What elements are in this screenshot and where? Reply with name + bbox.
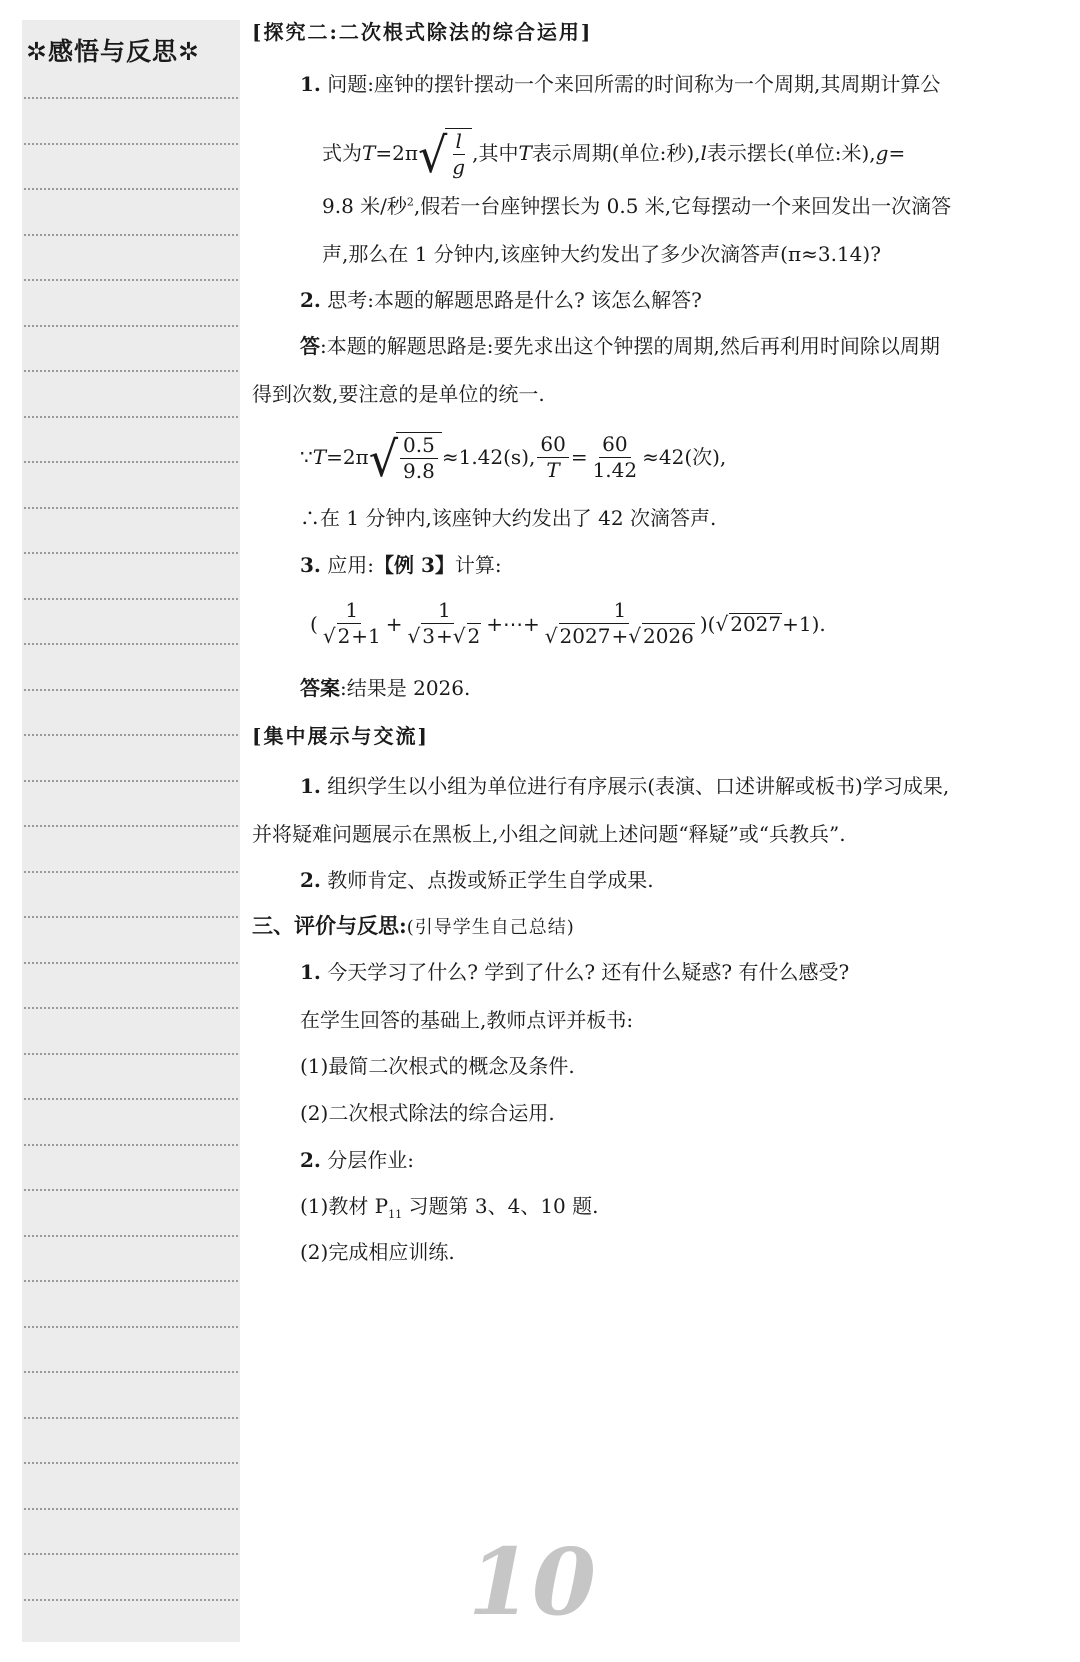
question-1-line-4: 声,那么在 1 分钟内,该座钟大约发出了多少次滴答声(π≈3.14)? (322, 242, 881, 266)
showcase-item-1-line-1 (300, 776, 949, 796)
sidebar-dotted-line (24, 416, 238, 418)
formula-l-2: l (700, 141, 707, 165)
sidebar-dotted-line (24, 552, 238, 554)
calc-frac-2 (537, 431, 568, 482)
sidebar-dotted-line (24, 279, 238, 281)
sidebar-dotted-line (24, 643, 238, 645)
homework-heading (300, 1150, 414, 1170)
question-3-text-b: 计算: (454, 553, 502, 577)
formula-text-b: ,其中 (472, 141, 519, 165)
sidebar-dotted-line (24, 143, 238, 145)
evaluation-1-text: 今天学习了什么? 学到了什么? 还有什么疑惑? 有什么感受? (320, 960, 850, 984)
formula-eq: =2π (375, 141, 418, 165)
sidebar-dotted-line (24, 1508, 238, 1510)
expr-plus: + (385, 611, 403, 636)
calc-num-1: 0.5 (400, 435, 438, 459)
sidebar-dotted-line (24, 1235, 238, 1237)
formula-text-d: 表示摆长(单位:米), (706, 141, 876, 165)
question-2-number: 2. (300, 288, 321, 312)
homework-1-subscript: 11 (388, 1208, 403, 1221)
formula-T: T (362, 141, 376, 165)
sidebar-dotted-line (24, 234, 238, 236)
question-2 (300, 290, 702, 310)
sidebar-dotted-line (24, 598, 238, 600)
showcase-1-number: 1. (300, 774, 321, 798)
question-1-line-1 (300, 74, 940, 94)
calc-den-3: 1.42 (592, 457, 638, 482)
reflection-sidebar (22, 20, 240, 1642)
sidebar-dotted-line (24, 780, 238, 782)
q1-line3-a: 9.8 米/秒 (322, 194, 407, 218)
expr-sqrt3: 3 (422, 624, 436, 648)
main-content (252, 0, 1060, 1662)
question-3-text-a: 应用: (320, 553, 374, 577)
showcase-item-1-line-2: 并将疑难问题展示在黑板上,小组之间就上述问题“释疑”或“兵教兵”. (252, 822, 846, 846)
section-heading-showcase: [集中展示与交流] (252, 724, 429, 748)
sidebar-dotted-line (24, 825, 238, 827)
expr-close: )( (699, 611, 716, 636)
sidebar-dotted-line (24, 734, 238, 736)
evaluation-heading: 三、评价与反思: (252, 913, 407, 938)
answer-line-1 (300, 336, 940, 356)
calc-approx-1: ≈1.42(s), (441, 445, 536, 469)
result-label: 答案 (300, 676, 340, 700)
expr-sqrt2: 2 (337, 624, 351, 648)
sidebar-dotted-line (24, 962, 238, 964)
sidebar-dotted-line (24, 325, 238, 327)
formula-T-2: T (518, 141, 532, 165)
expr-term-n: $\frac{1}{√ 2027+√ 2026}$ (544, 598, 694, 648)
calc-T: T (312, 445, 327, 469)
homework-text: 分层作业: (320, 1148, 414, 1172)
sidebar-dotted-line (24, 1599, 238, 1601)
q1-line3-b: ,假若一台座钟摆长为 0.5 米,它每摆动一个来回发出一次滴答 (413, 194, 952, 218)
sidebar-dotted-line (24, 1417, 238, 1419)
sidebar-dotted-line (24, 871, 238, 873)
sidebar-dotted-line (24, 1007, 238, 1009)
example-3-expression: ( $\frac{1}{√ 2+1}$ + $\frac{1}{√ 3+√ 2}$ +⋯+ $\frac{1}{√ 2027+√ 2026}$ )( √ 2027 +1). (310, 598, 826, 648)
sidebar-dotted-line (24, 1371, 238, 1373)
sidebar-dotted-line (24, 1553, 238, 1555)
sidebar-dotted-line (24, 188, 238, 190)
expr-plus-1: +1 (351, 624, 381, 648)
sidebar-dotted-line (24, 1053, 238, 1055)
sidebar-title: ✲感悟与反思✲ (26, 37, 200, 66)
evaluation-item-1 (300, 962, 849, 982)
showcase-item-2 (300, 870, 654, 890)
sidebar-dotted-line (24, 370, 238, 372)
evaluation-1-number: 1. (300, 960, 321, 984)
formula-text-e: = (888, 141, 906, 165)
homework-item-2: (2)完成相应训练. (300, 1240, 455, 1264)
conclusion: ∴在 1 分钟内,该座钟大约发出了 42 次滴答声. (300, 506, 717, 530)
sidebar-dotted-line (24, 1280, 238, 1282)
summary-item-2: (2)二次根式除法的综合运用. (300, 1101, 555, 1125)
question-3-number: 3. (300, 553, 321, 577)
calc-den-1: 9.8 (403, 459, 435, 483)
formula-intro: 式为 (322, 141, 362, 165)
expr-plus-2: + (436, 624, 453, 648)
sidebar-dotted-line (24, 1326, 238, 1328)
question-1-text-1: 问题:座钟的摆针摆动一个来回所需的时间称为一个周期,其周期计算公 (320, 72, 941, 96)
example-3-label: 【例 3】 (374, 553, 455, 577)
answer-text-1: :本题的解题思路是:要先求出这个钟摆的周期,然后再利用时间除以周期 (320, 334, 940, 358)
expr-term-1: $\frac{1}{√ 2+1}$ (322, 598, 381, 648)
calc-eq-2: = (570, 445, 588, 469)
summary-item-1: (1)最简二次根式的概念及条件. (300, 1054, 575, 1078)
sidebar-dotted-line (24, 97, 238, 99)
sidebar-dotted-line (24, 1098, 238, 1100)
expr-sqrt2-b: 2 (467, 624, 481, 648)
sidebar-dotted-line (24, 507, 238, 509)
sidebar-dotted-line (24, 1144, 238, 1146)
result-text: :结果是 2026. (340, 676, 471, 700)
calc-sqrt: √ $\frac{0.5}{9.8}$ (369, 432, 442, 482)
expr-term-2: $\frac{1}{√ 3+√ 2}$ (407, 598, 481, 648)
question-2-text: 思考:本题的解题思路是什么? 该怎么解答? (320, 288, 702, 312)
evaluation-note: 在学生回答的基础上,教师点评并板书: (300, 1008, 634, 1032)
sidebar-dotted-line (24, 1189, 238, 1191)
calc-eq-1: =2π (326, 445, 369, 469)
homework-item-1 (300, 1196, 598, 1220)
calculation-line (300, 430, 727, 488)
q1-superscript: 2 (406, 195, 414, 209)
expr-term-n-num: 1 (610, 600, 629, 624)
question-3 (300, 555, 502, 575)
section-heading-evaluation (252, 915, 575, 937)
formula-g-2: g (875, 141, 889, 165)
expr-term-1-num: 1 (342, 600, 361, 624)
question-1-line-3 (322, 196, 951, 216)
expr-sqrt2027-b: 2027 (730, 612, 782, 636)
expr-plus-3: + (611, 624, 629, 648)
answer-label: 答 (300, 334, 320, 358)
calc-num-2: 60 (537, 434, 568, 458)
showcase-2-text: 教师肯定、点拨或矫正学生自学成果. (320, 868, 654, 892)
sidebar-dotted-line (24, 461, 238, 463)
page-number: 10 (468, 1528, 597, 1636)
expr-term-2-num: 1 (435, 600, 454, 624)
expr-sqrt2027: 2027 (559, 624, 611, 648)
answer-line-2: 得到次数,要注意的是单位的统一. (252, 382, 545, 406)
section-heading-explore-2: [探究二:二次根式除法的综合运用] (252, 20, 593, 44)
showcase-1-text: 组织学生以小组为单位进行有序展示(表演、口述讲解或板书)学习成果, (320, 774, 950, 798)
sidebar-dotted-line (24, 689, 238, 691)
expr-sqrt2026: 2026 (642, 624, 694, 648)
showcase-2-number: 2. (300, 868, 321, 892)
question-1-line-2 (322, 126, 906, 184)
expr-end: +1). (782, 611, 826, 636)
sidebar-dotted-line (24, 916, 238, 918)
answer-result (300, 678, 470, 698)
calc-frac-3 (590, 431, 641, 482)
calc-num-3: 60 (599, 434, 630, 458)
calc-den-2: T (546, 457, 560, 482)
question-1-number: 1. (300, 72, 321, 96)
homework-1-b: 习题第 3、4、10 题. (402, 1194, 599, 1218)
expr-open: ( (310, 611, 318, 636)
formula-g: g (452, 155, 466, 179)
evaluation-heading-note: (引导学生自己总结) (406, 917, 575, 938)
homework-number: 2. (300, 1148, 321, 1172)
calc-approx-2: ≈42(次), (642, 445, 727, 469)
expr-dots: +⋯+ (486, 611, 540, 636)
formula-text-c: 表示周期(单位:秒), (531, 141, 701, 165)
homework-1-a: (1)教材 P (300, 1194, 389, 1218)
formula-l: l (453, 131, 465, 155)
sidebar-dotted-line (24, 1462, 238, 1464)
formula-sqrt: √ $\frac{l}{g}$ (418, 128, 472, 178)
because-symbol: ∵ (300, 445, 313, 469)
